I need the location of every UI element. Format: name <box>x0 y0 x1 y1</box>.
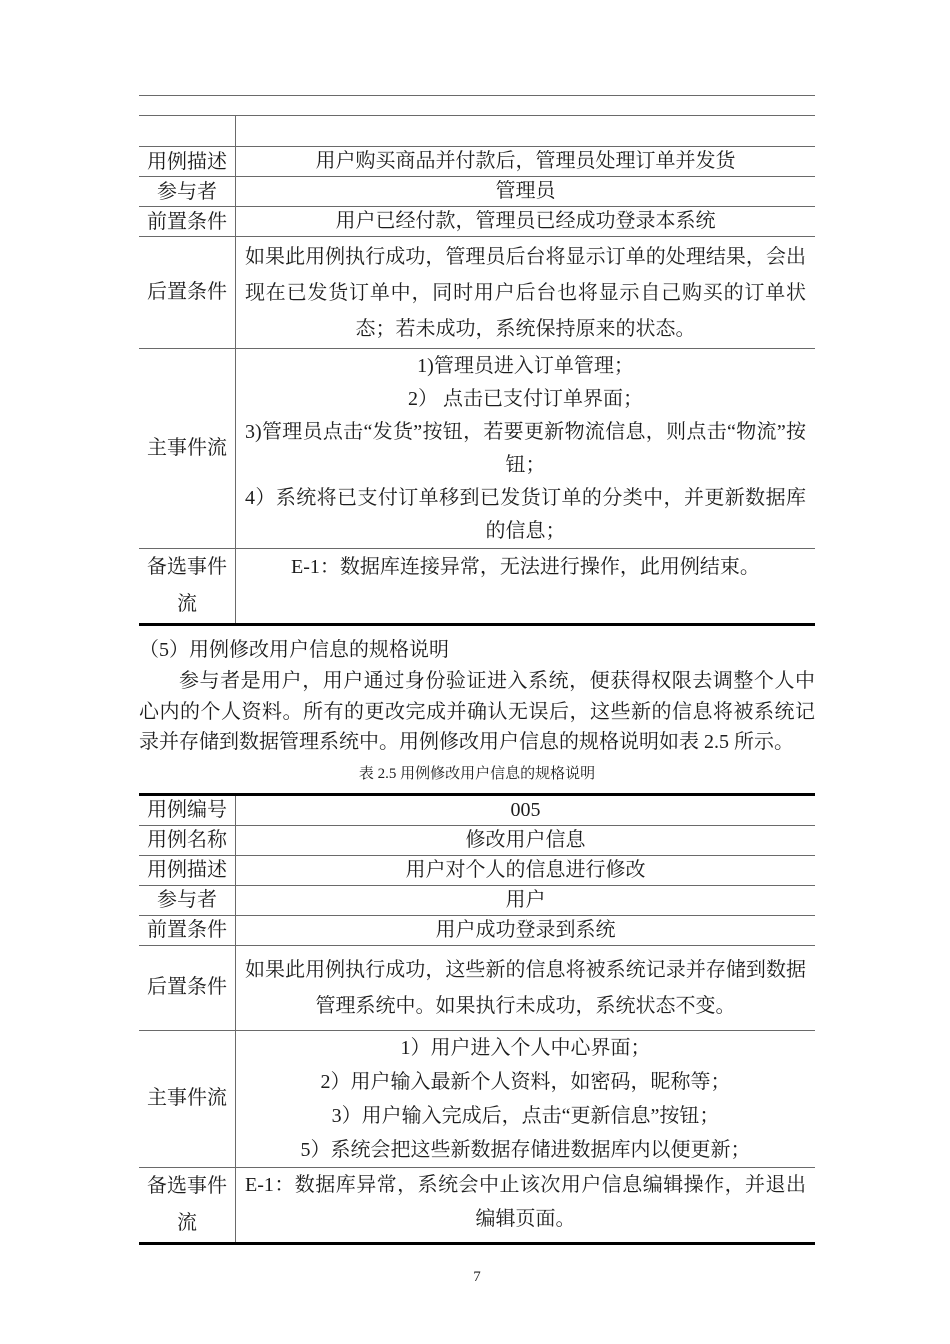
table-row-use-case-description <box>139 147 815 177</box>
table-caption: 表 2.5 用例修改用户信息的规格说明 <box>358 765 596 782</box>
row-label: 主事件流 <box>139 349 236 548</box>
row-value: 用户已经付款，管理员已经成功登录本系统 <box>335 210 716 232</box>
table-row-use-case-name <box>139 826 815 856</box>
row-value: 用户成功登录到系统 <box>435 918 616 941</box>
row-value: 如果此用例执行成功，这些新的信息将被系统记录并存储到数据管理系统中。如果执行未成功，系统状态不变。 <box>245 958 806 1017</box>
table-row-use-case-description <box>139 856 815 886</box>
row-label: 用例编号 <box>139 796 236 825</box>
table-row-use-case-id <box>139 796 815 826</box>
empty-cell <box>139 96 815 115</box>
empty-content-cell <box>236 116 815 146</box>
row-label: 参与者 <box>139 886 236 915</box>
row-label: 备选事件流 <box>139 549 236 623</box>
use-case-table-continued <box>139 95 815 626</box>
main-flow-step: 3）用户输入完成后，点击“更新信息”按钮； <box>331 1104 720 1127</box>
table-row-main-flow <box>139 349 815 549</box>
use-case-table-2-5 <box>139 793 815 1245</box>
row-value: 如果此用例执行成功，管理员后台将显示订单的处理结果，会出现在已发货订单中，同时用户后台也将显示自己购买的订单状态；若未成功，系统保持原来的状态。 <box>245 246 806 340</box>
row-value: 用户 <box>505 888 546 911</box>
body-paragraph: 参与者是用户，用户通过身份验证进入系统，便获得权限去调整个人中心内的个人资料。所有的更改完成并确认无误后，这些新的信息将被系统记录并存储到数据管理系统中。用例修改用户信息的规格说明如表 2.5 所示。 <box>139 670 815 753</box>
table-row-empty-strip <box>139 96 815 116</box>
row-label: 用例描述 <box>139 856 236 885</box>
page-number: 7 <box>473 1268 481 1285</box>
main-flow-step: 2） 点击已支付订单界面； <box>408 388 643 410</box>
page-content <box>139 95 815 1286</box>
main-flow-step: 3)管理员点击“发货”按钮，若要更新物流信息，则点击“物流”按钮； <box>245 421 806 476</box>
table-row-actor <box>139 177 815 207</box>
empty-label-cell <box>139 116 236 146</box>
row-label: 后置条件 <box>139 237 236 348</box>
main-flow-step: 4）系统将已支付订单移到已发货订单的分类中，并更新数据库的信息； <box>245 487 806 542</box>
table-row-alternative-flow <box>139 549 815 623</box>
row-label: 用例描述 <box>139 147 236 176</box>
row-label: 主事件流 <box>139 1031 236 1167</box>
row-label: 备选事件流 <box>139 1168 236 1242</box>
table-row-actor <box>139 886 815 916</box>
table-row-alternative-flow <box>139 1168 815 1242</box>
row-value: 005 <box>510 798 541 821</box>
row-label: 前置条件 <box>139 207 236 236</box>
main-flow-step: 1)管理员进入订单管理； <box>417 355 634 377</box>
main-flow-step: 5）系统会把这些新数据存储进数据库内以便更新； <box>300 1138 751 1161</box>
row-value: E-1：数据库连接异常，无法进行操作，此用例结束。 <box>291 556 760 578</box>
section-heading: （5）用例修改用户信息的规格说明 <box>139 639 449 661</box>
row-value: 管理员 <box>495 180 556 202</box>
table-row-postcondition <box>139 237 815 349</box>
table-row-main-flow <box>139 1031 815 1168</box>
row-value <box>236 1031 815 1167</box>
row-value: E-1：数据库异常，系统会中止该次用户信息编辑操作，并退出编辑页面。 <box>245 1173 806 1230</box>
row-label: 后置条件 <box>139 946 236 1030</box>
row-value: 修改用户信息 <box>465 828 586 851</box>
row-label: 参与者 <box>139 177 236 206</box>
row-label: 前置条件 <box>139 916 236 945</box>
table-row-precondition <box>139 207 815 237</box>
row-value: 用户购买商品并付款后，管理员处理订单并发货 <box>315 150 736 172</box>
row-value: 用户对个人的信息进行修改 <box>405 858 646 881</box>
row-label: 用例名称 <box>139 826 236 855</box>
main-flow-step: 1）用户进入个人中心界面； <box>400 1036 651 1059</box>
row-value <box>236 349 815 548</box>
main-flow-step: 2）用户输入最新个人资料，如密码，昵称等； <box>320 1070 731 1093</box>
table-row-precondition <box>139 916 815 946</box>
table-row-empty <box>139 116 815 147</box>
table-row-postcondition <box>139 946 815 1031</box>
